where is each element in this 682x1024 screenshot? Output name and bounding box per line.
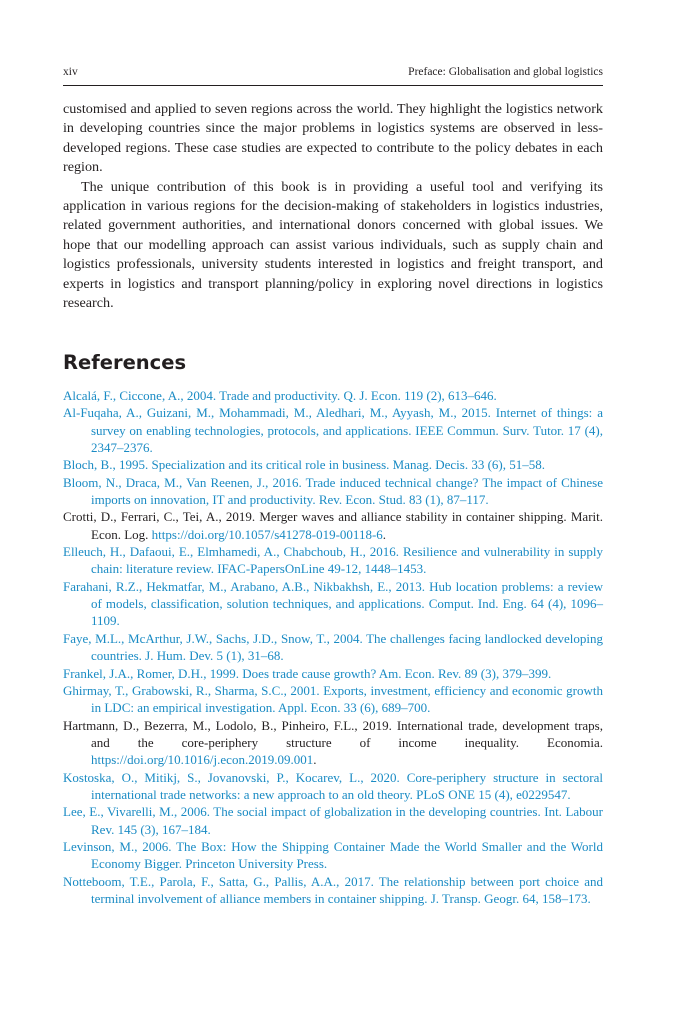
reference-text: Faye, M.L., McArthur, J.W., Sachs, J.D., Snow, T., 2004. The challenges facing landlocked developing countries. J. Hum. Dev. 5 (1), 31–68. bbox=[63, 630, 603, 664]
reference-text: Alcalá, F., Ciccone, A., 2004. Trade and productivity. Q. J. Econ. 119 (2), 613–646. bbox=[63, 388, 497, 403]
reference-text: Bloom, N., Draca, M., Van Reenen, J., 2016. Trade induced technical change? The impact of Chinese imports on innovation, IT and productivity. Rev. Econ. Stud. 83 (1), 87–117. bbox=[63, 474, 603, 508]
reference-item[interactable] bbox=[63, 387, 603, 404]
reference-tail: . bbox=[382, 526, 387, 542]
paragraph: customised and applied to seven regions across the world. They highlight the logistics network in developing countries since the major problems in logistics systems are observed in less-developed regions. These case studies are expected to contribute to the policy debates in each region. bbox=[63, 101, 603, 176]
reference-item[interactable] bbox=[63, 769, 603, 804]
reference-text: Lee, E., Vivarelli, M., 2006. The social impact of globalization in the developing countries. Int. Labour Rev. 145 (3), 167–184. bbox=[63, 804, 603, 837]
reference-item[interactable] bbox=[63, 803, 603, 838]
paragraph: The unique contribution of this book is in providing a useful tool and verifying its application in various regions for the decision-making of stakeholders in logistics industries, related government authorities, and international donors concerned with global issues. We hope that our modelling approach can assist various individuals, such as supply chain and logistics professionals, university students interested in logistics and freight transport, and experts in logistics and transport planning/policy in exploring novel directions in logistics research. bbox=[63, 178, 603, 312]
reference-text: Farahani, R.Z., Hekmatfar, M., Arabano, A.B., Nikbakhsh, E., 2013. Hub location problems: a review of models, classification, solution techniques, and applications. Comput. Ind. Eng. 64 (4), 1096–1109. bbox=[63, 578, 603, 629]
reference-text: Al-Fuqaha, A., Guizani, M., Mohammadi, M., Aledhari, M., Ayyash, M., 2015. Internet of things: a survey on enabling technologies, protocols, and applications. IEEE Commun. Surv. Tutor. 17 (4), 2347–2376. bbox=[63, 405, 603, 455]
reference-item bbox=[63, 717, 603, 769]
references-heading: References bbox=[63, 351, 187, 374]
reference-text: Levinson, M., 2006. The Box: How the Shipping Container Made the World Smaller and the World Economy Bigger. Princeton University Press. bbox=[63, 838, 603, 872]
reference-item[interactable] bbox=[63, 474, 603, 509]
reference-text: Elleuch, H., Dafaoui, E., Elmhamedi, A., Chabchoub, H., 2016. Resilience and vulnerability in supply chain: literature review. IFAC-PapersOnLine 49-12, 1448–1453. bbox=[63, 544, 603, 577]
reference-item[interactable] bbox=[63, 665, 603, 682]
reference-text: Bloch, B., 1995. Specialization and its critical role in business. Manag. Decis. 33 (6), 51–58. bbox=[63, 457, 545, 473]
reference-item[interactable] bbox=[63, 578, 603, 630]
doi-link[interactable]: https://doi.org/10.1016/j.econ.2019.09.001 bbox=[91, 752, 314, 768]
body-text bbox=[63, 100, 603, 313]
page-number: xiv bbox=[63, 66, 78, 78]
reference-text: Hartmann, D., Bezerra, M., Lodolo, B., Pinheiro, F.L., 2019. International trade, development traps, and the core-periphery structure of income inequality. Economia. bbox=[63, 717, 603, 750]
reference-item bbox=[63, 508, 603, 543]
reference-item[interactable] bbox=[63, 456, 603, 473]
reference-item[interactable] bbox=[63, 630, 603, 665]
reference-text: Crotti, D., Ferrari, C., Tei, A., 2019. Merger waves and alliance stability in container shipping. Marit. Econ. Log. bbox=[63, 509, 603, 542]
reference-text: Notteboom, T.E., Parola, F., Satta, G., Pallis, A.A., 2017. The relationship between port choice and terminal involvement of alliance members in container shipping. J. Transp. Geogr. 64, 158–173. bbox=[63, 873, 603, 906]
running-title: Preface: Globalisation and global logistics bbox=[408, 66, 603, 78]
reference-item[interactable] bbox=[63, 873, 603, 908]
running-head bbox=[63, 62, 603, 84]
reference-item[interactable] bbox=[63, 682, 603, 717]
reference-text: Frankel, J.A., Romer, D.H., 1999. Does trade cause growth? Am. Econ. Rev. 89 (3), 379–399. bbox=[63, 665, 552, 681]
reference-item[interactable] bbox=[63, 404, 603, 456]
reference-item[interactable] bbox=[63, 543, 603, 578]
reference-text: Ghirmay, T., Grabowski, R., Sharma, S.C., 2001. Exports, investment, efficiency and economic growth in LDC: an empirical investigation. Appl. Econ. 33 (6), 689–700. bbox=[63, 682, 603, 716]
reference-tail: . bbox=[313, 752, 317, 768]
reference-list bbox=[63, 387, 603, 907]
doi-link[interactable]: https://doi.org/10.1057/s41278-019-00118-6 bbox=[151, 526, 383, 542]
reference-item[interactable] bbox=[63, 838, 603, 873]
reference-text: Kostoska, O., Mitikj, S., Jovanovski, P., Kocarev, L., 2020. Core-periphery structure in sectoral international trade networks: a new approach to an old theory. PLoS ONE 15 (4), e0229547. bbox=[63, 769, 603, 802]
header-rule bbox=[63, 85, 603, 86]
